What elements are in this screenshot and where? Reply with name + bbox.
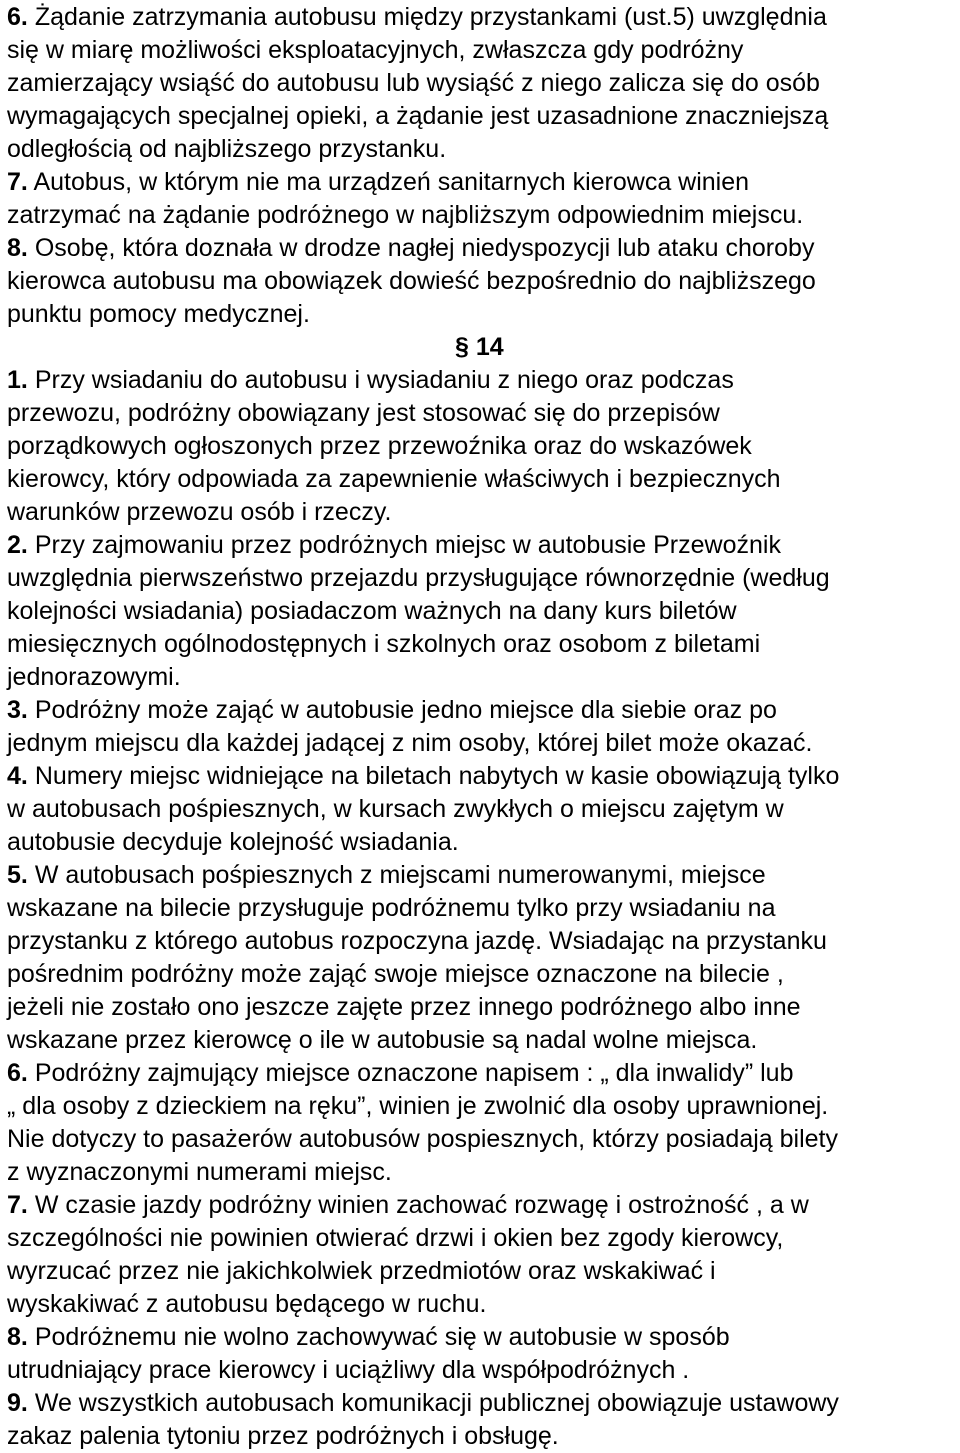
paragraph-number: 2. [7,531,28,559]
paragraph-text: Podróżnemu nie wolno zachowywać się w autobusie w sposób utrudniający prace kierowcy i uciążliwy dla współpodróżnych . [7,1323,730,1384]
paragraph-1 [7,364,960,529]
paragraph-number: 3. [7,696,28,724]
paragraph-text: Przy zajmowaniu przez podróżnych miejsc w autobusie Przewoźnik uwzględnia pierwszeństwo przejazdu przysługujące równorzędnie (według kolejności wsiadania) posiadaczom ważnych na dany kurs biletów miesięcznych ogólnodostępnych i szkolnych oraz osobom z biletami jednorazowymi. [7,531,830,691]
paragraph-number: 7. [7,168,28,196]
paragraph-list-upper [7,1,960,331]
paragraph-number: 6. [7,3,28,31]
paragraph-list-lower [7,364,960,1453]
paragraph-text: W autobusach pośpiesznych z miejscami numerowanymi, miejsce wskazane na bilecie przysługuje podróżnemu tylko przy wsiadaniu na przystanku z którego autobus rozpoczyna jazdę. Wsiadając na przystanku pośrednim podróżny może zająć swoje miejsce oznaczone na bilecie , jeżeli nie zostało ono jeszcze zajęte przez innego podróżnego albo inne wskazane przez kierowcę o ile w autobusie są nadal wolne miejsca. [7,861,827,1054]
paragraph-text: Żądanie zatrzymania autobusu między przystankami (ust.5) uwzględnia się w miarę możliwości eksploatacyjnych, zwłaszcza gdy podróżny zamierzający wsiąść do autobusu lub wysiąść z niego zalicza się do osób wymagających specjalnej opieki, a żądanie jest uzasadnione znaczniejszą odległością od najbliższego przystanku. [7,3,829,163]
paragraph-number: 9. [7,1389,28,1417]
paragraph-number: 7. [7,1191,28,1219]
paragraph-text: Podróżny może zająć w autobusie jedno miejsce dla siebie oraz po jednym miejscu dla każdej jadącej z nim osoby, której bilet może okazać. [7,696,813,757]
section-heading: § 14 [455,333,504,361]
paragraph-number: 6. [7,1059,28,1087]
paragraph-text: W czasie jazdy podróżny winien zachować rozwagę i ostrożność , a w szczególności nie powinien otwierać drzwi i okien bez zgody kierowcy, wyrzucać przez nie jakichkolwiek przedmiotów oraz wskakiwać i wyskakiwać z autobusu będącego w ruchu. [7,1191,809,1318]
paragraph-number: 5. [7,861,28,889]
paragraph-number: 8. [7,1323,28,1351]
paragraph-8-lower [7,1321,960,1387]
paragraph-2 [7,529,960,694]
paragraph-8 [7,232,960,331]
paragraph-3 [7,694,960,760]
paragraph-text: We wszystkich autobusach komunikacji publicznej obowiązuje ustawowy zakaz palenia tytoniu przez podróżnych i obsługę. [7,1389,839,1450]
paragraph-text: Przy wsiadaniu do autobusu i wysiadaniu z niego oraz podczas przewozu, podróżny obowiązany jest stosować się do przepisów porządkowych ogłoszonych przez przewoźnika oraz do wskazówek kierowcy, który odpowiada za zapewnienie właściwych i bezpiecznych warunków przewozu osób i rzeczy. [7,366,781,526]
paragraph-6-lower [7,1057,960,1189]
paragraph-text: Osobę, która doznała w drodze nagłej niedyspozycji lub ataku choroby kierowca autobusu ma obowiązek dowieść bezpośrednio do najbliższego punktu pomocy medycznej. [7,234,816,328]
paragraph-text: Autobus, w którym nie ma urządzeń sanitarnych kierowca winien zatrzymać na żądanie podróżnego w najbliższym odpowiednim miejscu. [7,168,804,229]
paragraph-7-lower [7,1189,960,1321]
paragraph-number: 1. [7,366,28,394]
paragraph-number: 4. [7,762,28,790]
paragraph-5 [7,859,960,1057]
paragraph-number: 8. [7,234,28,262]
paragraph-4 [7,760,960,859]
paragraph-text: Podróżny zajmujący miejsce oznaczone napisem : „ dla inwalidy” lub „ dla osoby z dzieckiem na ręku”, winien je zwolnić dla osoby uprawnionej. Nie dotyczy to pasażerów autobusów pospiesznych, którzy posiadają bilety z wyznaczonymi numerami miejsc. [7,1059,838,1186]
paragraph-6 [7,1,960,166]
paragraph-7 [7,166,960,232]
paragraph-text: Numery miejsc widniejące na biletach nabytych w kasie obowiązują tylko w autobusach pośpiesznych, w kursach zwykłych o miejscu zajętym w autobusie decyduje kolejność wsiadania. [7,762,840,856]
paragraph-9 [7,1387,960,1453]
